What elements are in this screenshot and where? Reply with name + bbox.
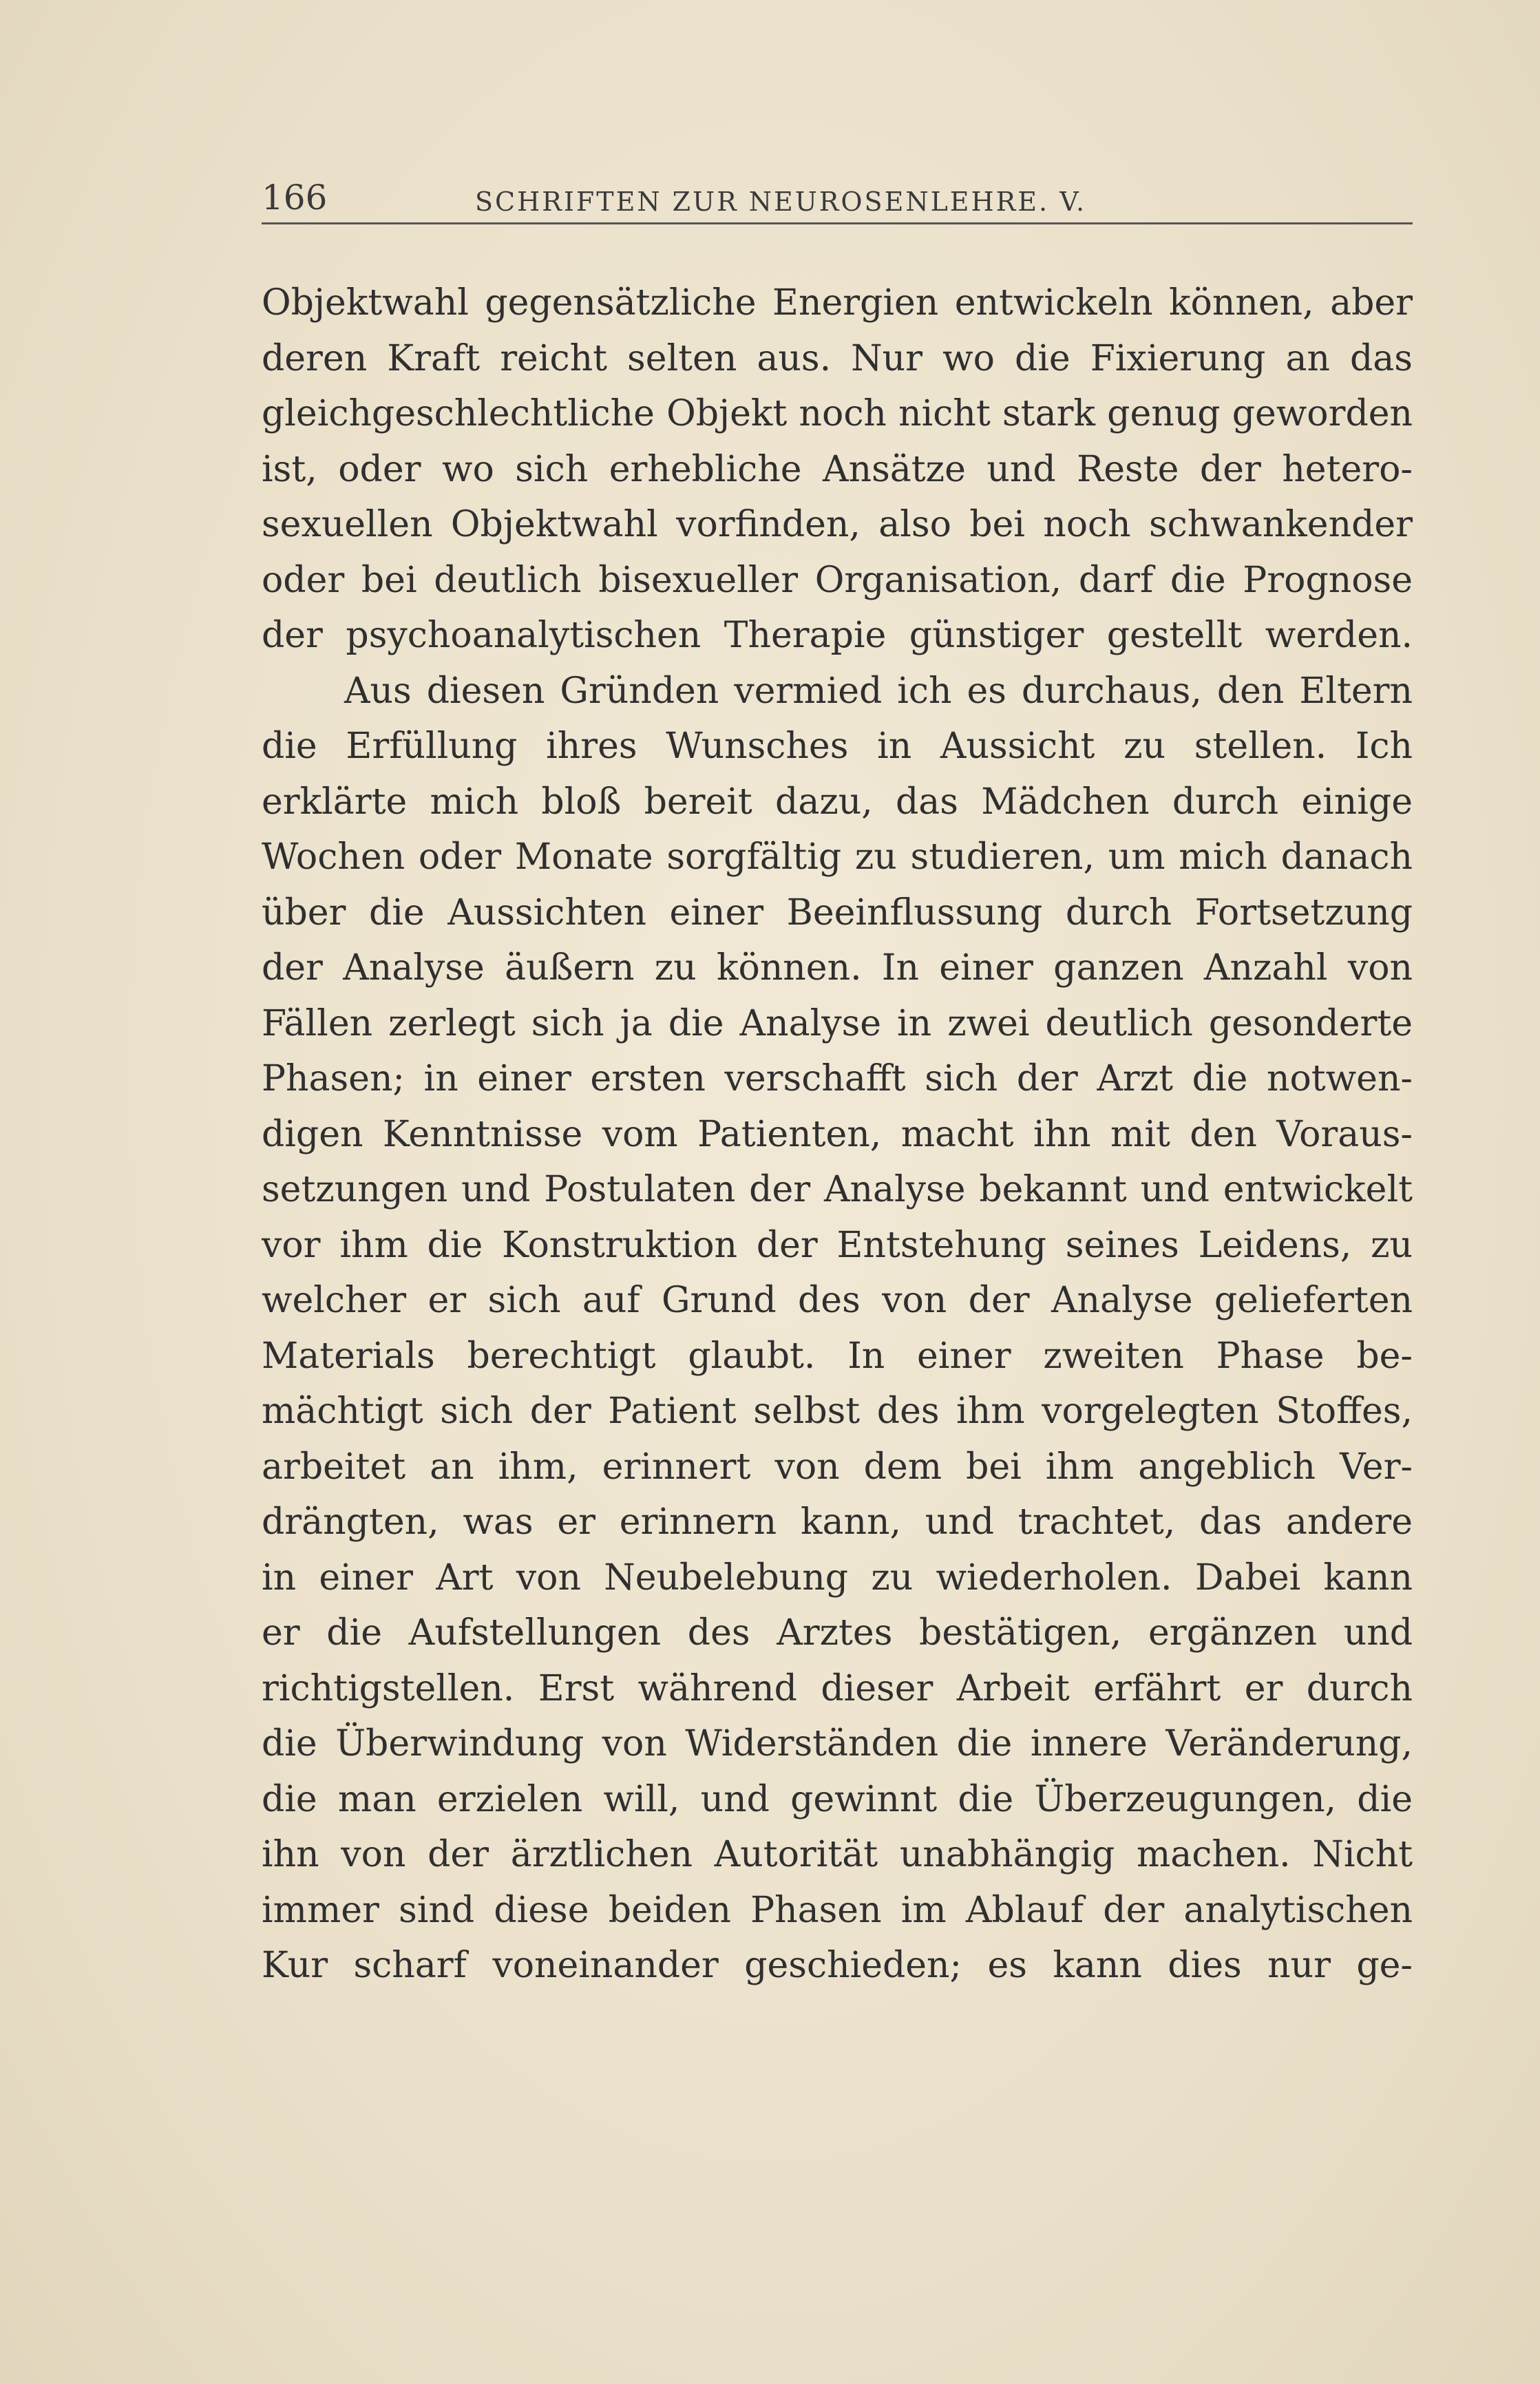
text-line: drängten, was er erinnern kann, und trachtet, das andere	[262, 1501, 1413, 1543]
text-line: Wochen oder Monate sorgfältig zu studieren, um mich danach	[262, 836, 1413, 878]
text-line: deren Kraft reicht selten aus. Nur wo die Fixierung an das	[262, 337, 1413, 379]
text-line: Aus diesen Gründen vermied ich es durchaus, den Eltern	[344, 670, 1413, 712]
text-line: Fällen zerlegt sich ja die Analyse in zwei deutlich gesonderte	[262, 1002, 1413, 1044]
text-line: erklärte mich bloß bereit dazu, das Mädchen durch einige	[262, 781, 1413, 823]
text-line: gleichgeschlechtliche Objekt noch nicht stark genug geworden	[262, 393, 1413, 434]
text-line: ist, oder wo sich erhebliche Ansätze und Reste der hetero-	[262, 448, 1413, 490]
running-title: SCHRIFTEN ZUR NEUROSENLEHRE. V.	[475, 187, 1087, 217]
text-line: die Überwindung von Widerständen die innere Veränderung,	[262, 1723, 1413, 1764]
header-rule	[262, 222, 1413, 224]
text-line: der Analyse äußern zu können. In einer ganzen Anzahl von	[262, 947, 1413, 989]
text-line: die Erfüllung ihres Wunsches in Aussicht zu stellen. Ich	[262, 726, 1413, 767]
text-line: er die Aufstellungen des Arztes bestätigen, ergänzen und	[262, 1612, 1413, 1654]
text-line: Materials berechtigt glaubt. In einer zweiten Phase be-	[262, 1335, 1413, 1377]
text-line: die man erzielen will, und gewinnt die Überzeugungen, die	[262, 1778, 1413, 1820]
text-line: der psychoanalytischen Therapie günstiger gestellt werden.	[262, 615, 1413, 656]
text-line: digen Kenntnisse vom Patienten, macht ihn mit den Voraus-	[262, 1113, 1413, 1155]
text-line: mächtigt sich der Patient selbst des ihm vorgelegten Stoffes,	[262, 1391, 1413, 1432]
text-line: richtigstellen. Erst während dieser Arbeit erfährt er durch	[262, 1667, 1413, 1709]
text-line: ihn von der ärztlichen Autorität unabhängig machen. Nicht	[262, 1834, 1413, 1875]
body-text	[262, 275, 1413, 1994]
text-line: in einer Art von Neubelebung zu wiederholen. Dabei kann	[262, 1557, 1413, 1599]
text-line: vor ihm die Konstruktion der Entstehung seines Leidens, zu	[262, 1224, 1413, 1266]
text-line: setzungen und Postulaten der Analyse bekannt und entwickelt	[262, 1169, 1413, 1210]
text-line: über die Aussichten einer Beeinflussung durch Fortsetzung	[262, 892, 1413, 933]
text-line: oder bei deutlich bisexueller Organisation, darf die Prognose	[262, 559, 1413, 601]
page-number: 166	[262, 178, 328, 218]
text-line: Phasen; in einer ersten verschafft sich der Arzt die notwen-	[262, 1058, 1413, 1099]
text-line: Kur scharf voneinander geschieden; es kann dies nur ge-	[262, 1945, 1413, 1986]
text-line: arbeitet an ihm, erinnert von dem bei ihm angeblich Ver-	[262, 1446, 1413, 1488]
text-line: Objektwahl gegensätzliche Energien entwickeln können, aber	[262, 282, 1413, 324]
page-header	[262, 173, 1413, 222]
text-line: welcher er sich auf Grund des von der Analyse gelieferten	[262, 1280, 1413, 1321]
text-line: immer sind diese beiden Phasen im Ablauf der analytischen	[262, 1889, 1413, 1931]
text-line: sexuellen Objektwahl vorfinden, also bei noch schwankender	[262, 504, 1413, 545]
